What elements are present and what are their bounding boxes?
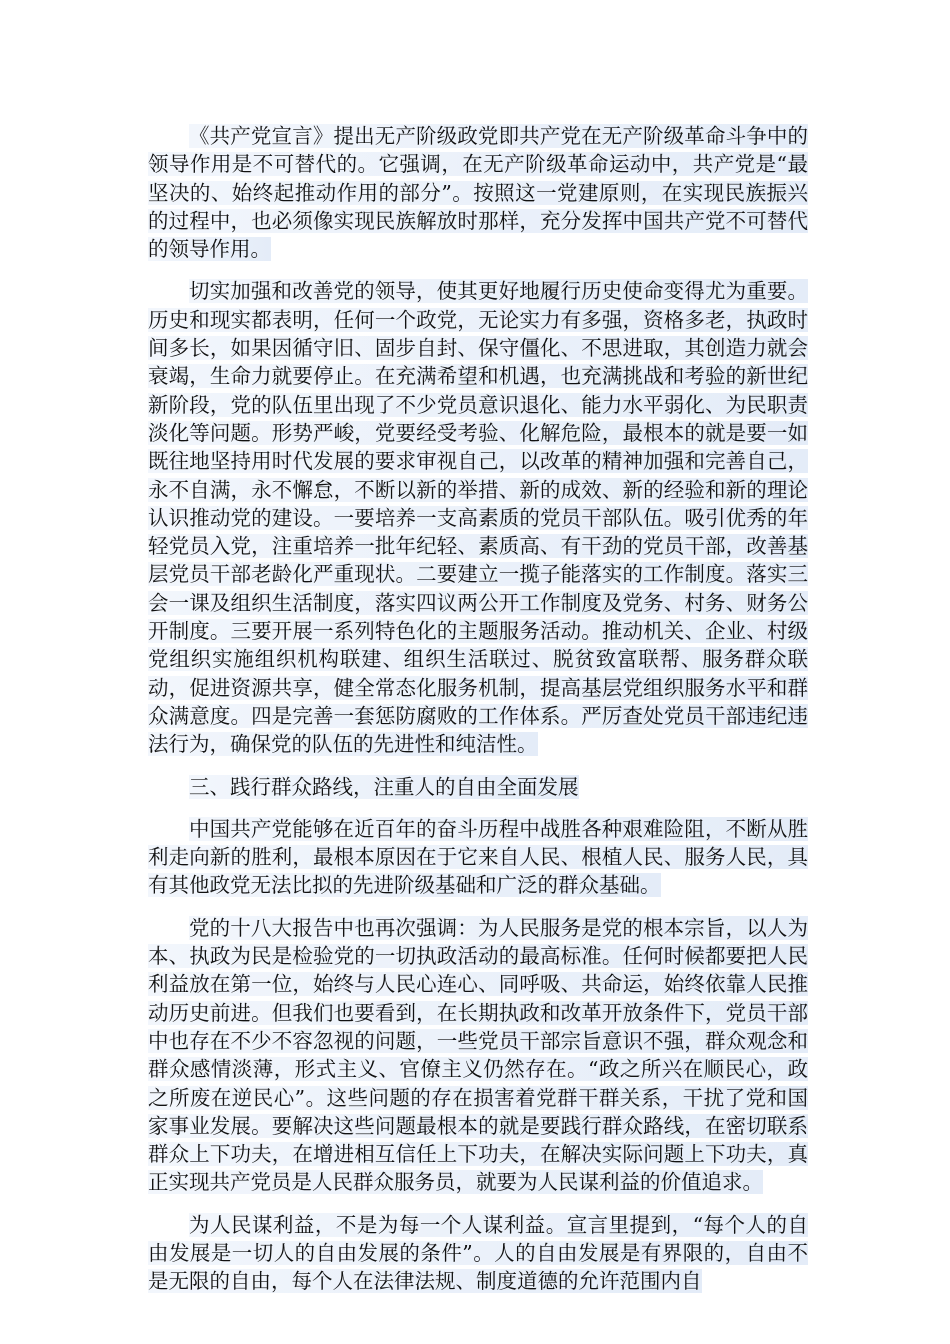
- paragraph-party-leadership: [148, 277, 808, 758]
- document-body: [148, 122, 808, 1310]
- paragraph-text: 《共产党宣言》提出无产阶级政党即共产党在无产阶级革命斗争中的领导作用是不可替代的。它强调，在无产阶级革命运动中，共产党是“最坚决的、始终起推动作用的部分”。按照这一党建原则，在实现民族振兴的过程中，也必须像实现民族解放时那样，充分发挥中国共产党不可替代的领导作用。: [148, 124, 808, 262]
- paragraph-text: 切实加强和改善党的领导，使其更好地履行历史使命变得尤为重要。历史和现实都表明，任何一个政党，无论实力有多强，资格多老，执政时间多长，如果因循守旧、固步自封、保守僵化、不思进取，其创造力就会衰竭，生命力就要停止。在充满希望和机遇，也充满挑战和考验的新世纪新阶段，党的队伍里出现了不少党员意识退化、能力水平弱化、为民职责淡化等问题。形势严峻，党要经受考验、化解危险，最根本的就是要一如既往地坚持用时代发展的要求审视自己，以改革的精神加强和完善自己，永不自满，永不懈怠，不断以新的举措、新的成效、新的经验和新的理论认识推动党的建设。一要培养一支高素质的党员干部队伍。吸引优秀的年轻党员入党，注重培养一批年纪轻、素质高、有干劲的党员干部，改善基层党员干部老龄化严重现状。二要建立一揽子能落实的工作制度。落实三会一课及组织生活制度，落实四议两公开工作制度及党务、村务、财务公开制度。三要开展一系列特色化的主题服务活动。推动机关、企业、村级党组织实施组织机构联建、组织生活联过、脱贫致富联帮、服务群众联动，促进资源共享，健全常态化服务机制，提高基层党组织服务水平和群众满意度。四是完善一套惩防腐败的工作体系。严厉查处党员干部违纪违法行为，确保党的队伍的先进性和纯洁性。: [148, 279, 808, 757]
- paragraph-manifesto-leadership: [148, 122, 808, 263]
- paragraph-eighteenth-congress: [148, 914, 808, 1197]
- section-heading: [148, 773, 808, 801]
- paragraph-text: 党的十八大报告中也再次强调：为人民服务是党的根本宗旨，以人为本、执政为民是检验党的一切执政活动的最高标准。任何时候都要把人民利益放在第一位，始终与人民心连心、同呼吸、共命运，始终依靠人民推动历史前进。但我们也要看到，在长期执政和改革开放条件下，党员干部中也存在不少不容忽视的问题，一些党员干部宗旨意识不强，群众观念和群众感情淡薄，形式主义、官僚主义仍然存在。“政之所兴在顺民心，政之所废在逆民心”。这些问题的存在损害着党群干群关系，干扰了党和国家事业发展。要解决这些问题最根本的就是要践行群众路线，在密切联系群众上下功夫，在增进相互信任上下功夫，在解决实际问题上下功夫，真正实现共产党员是人民群众服务员，就要为人民谋利益的价值追求。: [148, 915, 808, 1195]
- paragraph-text: 中国共产党能够在近百年的奋斗历程中战胜各种艰难险阻，不断从胜利走向新的胜利，最根本原因在于它来自人民、根植人民、服务人民，具有其他政党无法比拟的先进阶级基础和广泛的群众基础。: [148, 816, 808, 898]
- paragraph-party-roots: [148, 815, 808, 900]
- paragraph-text: 为人民谋利益，不是为每一个人谋利益。宣言里提到，“每个人的自由发展是一切人的自由发展的条件”。人的自由发展是有界限的，自由不是无限的自由，每个人在法律法规、制度道德的允许范围内自: [148, 1212, 808, 1294]
- paragraph-free-development: [148, 1211, 808, 1296]
- heading-text: 三、践行群众路线，注重人的自由全面发展: [189, 774, 579, 799]
